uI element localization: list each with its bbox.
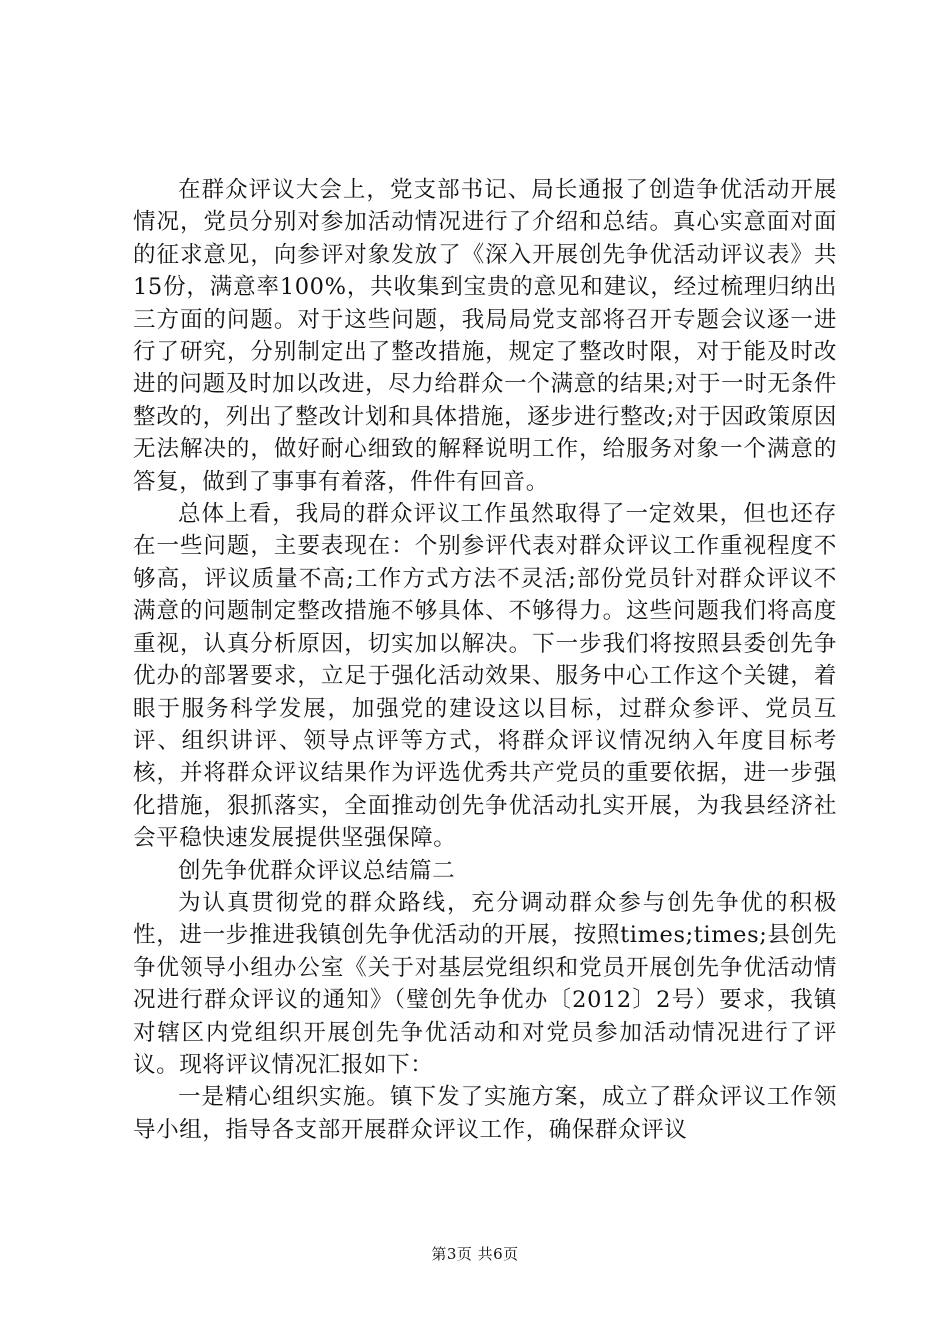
page-footer: 第3页 共6页 (431, 1245, 519, 1263)
paragraph-part-two-intro: 为认真贯彻党的群众路线，充分调动群众参与创先争优的积极性，进一步推进我镇创先争优活动的开展，按照times;times;县创先争优领导小组办公室《关于对基层党组织和党员开展创先争优活动情况进行群众评议的通知》（璧创先争优办〔2012〕2号）要求，我镇对辖区内党组织开展创先争优活动和对党员参加活动情况进行了评议。现将评议情况汇报如下： (133, 889, 837, 1078)
section-heading-part-two: 创先争优群众评议总结篇二 (178, 857, 456, 884)
paragraph-organize-implementation: 一是精心组织实施。镇下发了实施方案，成立了群众评议工作领导小组，指导各支部开展群众评议工作，确保群众评议 (133, 1084, 837, 1143)
document-body (133, 174, 837, 1146)
paragraph-appraisal-meeting: 在群众评议大会上，党支部书记、局长通报了创造争优活动开展情况，党员分别对参加活动情况进行了介绍和总结。真心实意面对面的征求意见，向参评对象发放了《深入开展创先争优活动评议表》共15份，满意率100%，共收集到宝贵的意见和建议，经过梳理归纳出三方面的问题。对于这些问题，我局局党支部将召开专题会议逐一进行了研究，分别制定出了整改措施，规定了整改时限，对于能及时改进的问题及时加以改进，尽力给群众一个满意的结果;对于一时无条件整改的，列出了整改计划和具体措施，逐步进行整改;对于因政策原因无法解决的，做好耐心细致的解释说明工作，给服务对象一个满意的答复，做到了事事有着落，件件有回音。 (133, 177, 837, 495)
paragraph-overall-assessment: 总体上看，我局的群众评议工作虽然取得了一定效果，但也还存在一些问题，主要表现在：个别参评代表对群众评议工作重视程度不够高，评议质量不高;工作方式方法不灵活;部份党员针对群众评议不满意的问题制定整改措施不够具体、不够得力。这些问题我们将高度重视，认真分析原因，切实加以解决。下一步我们将按照县委创先争优办的部署要求，立足于强化活动效果、服务中心工作这个关键，着眼于服务科学发展，加强党的建设这以目标，过群众参评、党员互评、组织讲评、领导点评等方式，将群众评议情况纳入年度目标考核，并将群众评议结果作为评选优秀共产党员的重要依据，进一步强化措施，狠抓落实，全面推动创先争优活动扎实开展，为我县经济社会平稳快速发展提供坚强保障。 (133, 501, 837, 852)
